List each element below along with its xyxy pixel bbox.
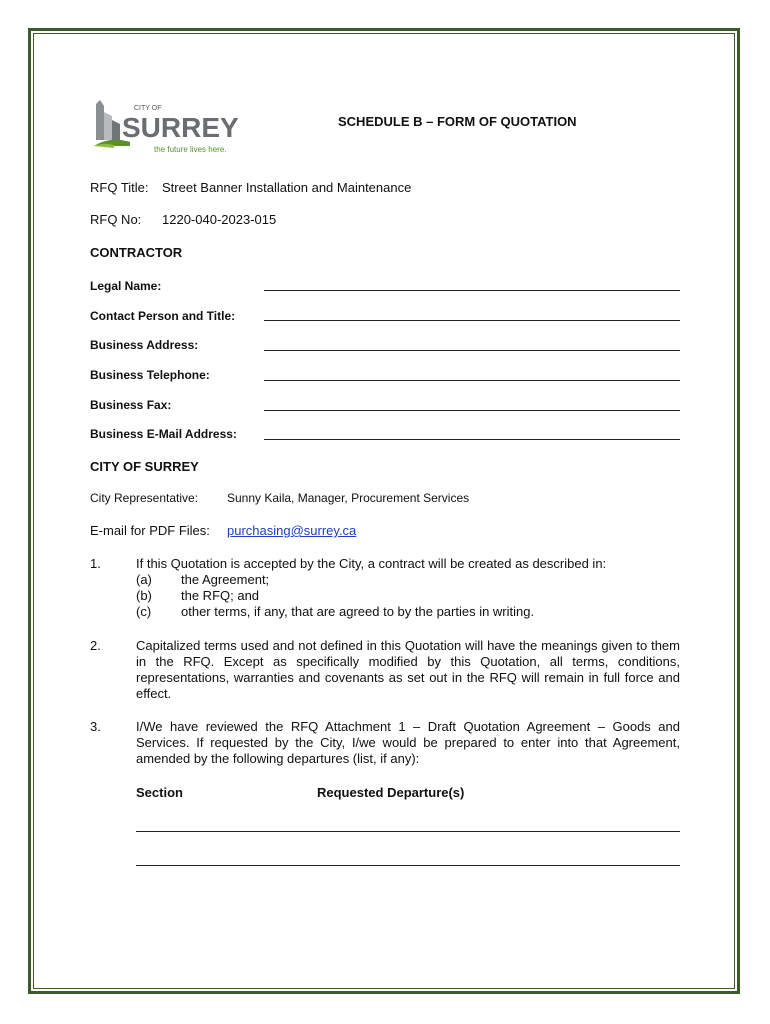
business-telephone-label: Business Telephone: — [90, 368, 210, 382]
contact-person-field[interactable] — [264, 320, 680, 321]
city-rep-label: City Representative: — [90, 491, 199, 505]
item-1c-label: (c) — [136, 604, 152, 619]
email-pdf-link[interactable]: purchasing@surrey.ca — [227, 523, 357, 538]
contractor-heading: CONTRACTOR — [90, 245, 183, 260]
logo-city-of: CITY OF — [134, 105, 162, 112]
business-telephone-field[interactable] — [264, 380, 680, 381]
logo-surrey: SURREY — [122, 112, 239, 143]
business-email-field[interactable] — [264, 439, 680, 440]
section-column-header: Section — [136, 785, 183, 800]
city-of-surrey-logo — [90, 96, 240, 156]
contact-person-label: Contact Person and Title: — [90, 309, 236, 323]
business-fax-label: Business Fax: — [90, 398, 172, 412]
rfq-title-value: Street Banner Installation and Maintenance — [162, 180, 412, 195]
email-pdf-label: E-mail for PDF Files: — [90, 523, 210, 538]
city-rep-value: Sunny Kaila, Manager, Procurement Services — [227, 491, 470, 505]
business-email-label: Business E-Mail Address: — [90, 427, 237, 441]
item-1a-label: (a) — [136, 572, 152, 587]
logo-tagline: the future lives here. — [154, 145, 227, 154]
item-1a-text: the Agreement; — [181, 572, 270, 587]
business-address-label: Business Address: — [90, 338, 199, 352]
rfq-title-label: RFQ Title: — [90, 180, 149, 195]
rfq-no-label: RFQ No: — [90, 212, 142, 227]
schedule-title: SCHEDULE B – FORM OF QUOTATION — [338, 114, 577, 129]
item-3-text: I/We have reviewed the RFQ Attachment 1 – Draft Quotation Agreement – Goods and Services. If requested by the City, I/we would be prepared to enter into that Agreement, amended by the following departures (list, if any): — [136, 719, 680, 766]
legal-name-field[interactable] — [264, 290, 680, 291]
item-1b-text: the RFQ; and — [181, 588, 260, 603]
departure-line-2[interactable] — [136, 865, 680, 866]
business-address-field[interactable] — [264, 350, 680, 351]
item-1b-label: (b) — [136, 588, 152, 603]
business-fax-field[interactable] — [264, 410, 680, 411]
item-1c-text: other terms, if any, that are agreed to by the parties in writing. — [181, 604, 535, 619]
item-2-number: 2. — [90, 638, 101, 653]
item-1-number: 1. — [90, 556, 101, 571]
page-border-inner — [33, 33, 735, 989]
requested-departures-column-header: Requested Departure(s) — [317, 785, 465, 800]
item-1-text: If this Quotation is accepted by the City, a contract will be created as described in: — [136, 556, 607, 571]
city-heading: CITY OF SURREY — [90, 459, 199, 474]
rfq-no-value: 1220-040-2023-015 — [162, 212, 277, 227]
departure-line-1[interactable] — [136, 831, 680, 832]
legal-name-label: Legal Name: — [90, 279, 162, 293]
item-3-number: 3. — [90, 719, 101, 734]
item-2-text: Capitalized terms used and not defined in this Quotation will have the meanings given to them in the RFQ. Except as specifically modified by this Quotation, all terms, conditions, representations, warranties and covenants as set out in the RFQ will remain in full force and effect. — [136, 638, 680, 701]
